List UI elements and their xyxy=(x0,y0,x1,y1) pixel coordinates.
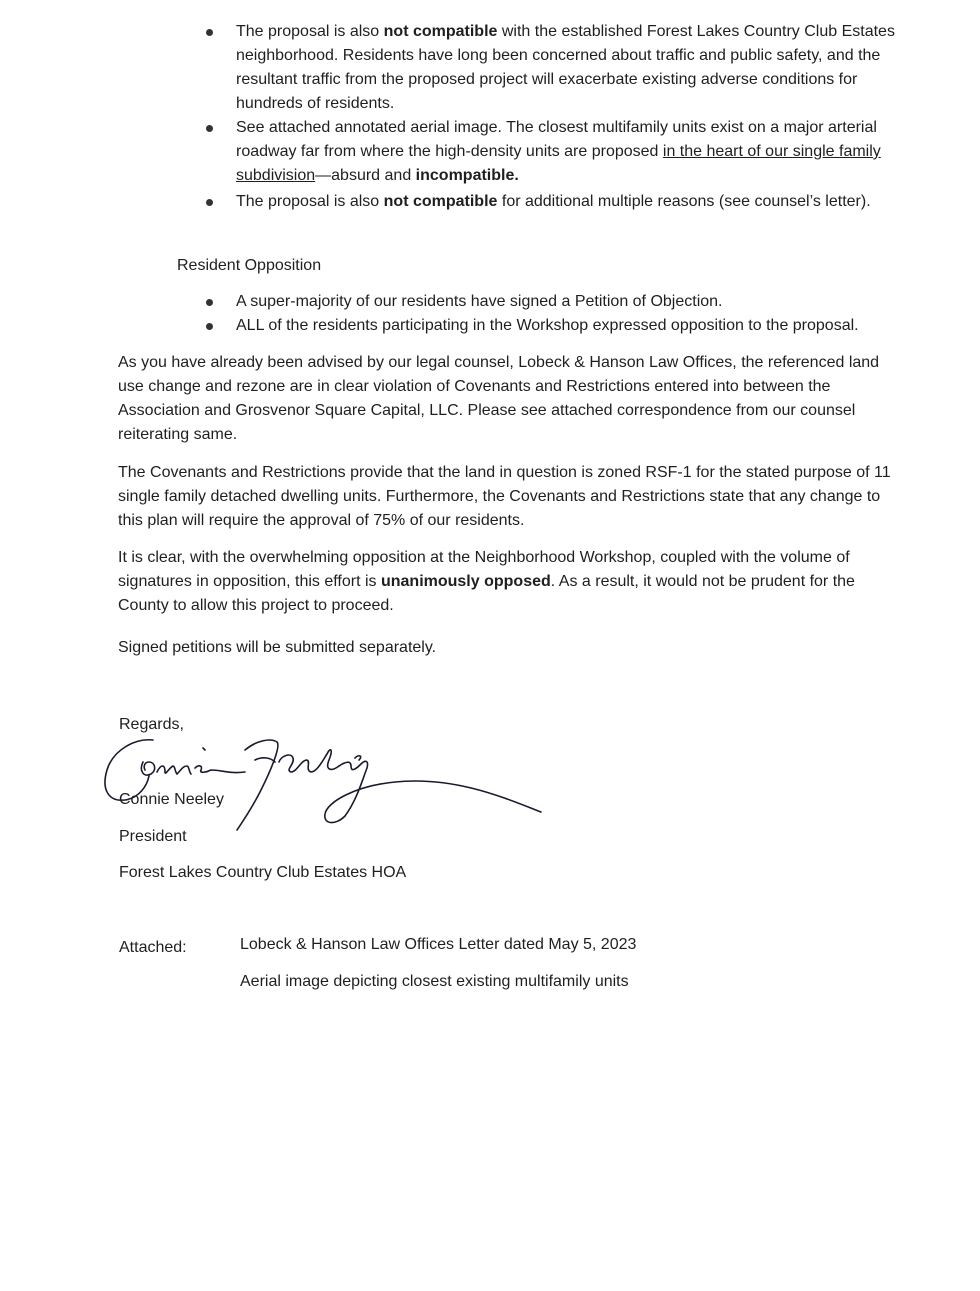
paragraph-legal-counsel: As you have already been advised by our legal counsel, Lobeck & Hanson Law Offices, the referenced land use change and rezone are in clear violation of Covenants and Restrictions entered into between the Association and Grosvenor Square Capital, LLC. Please see attached correspondence from our counsel reiterating same. xyxy=(118,354,880,443)
resident-opposition-heading: Resident Opposition xyxy=(177,257,322,274)
signer-name: Connie Neeley xyxy=(119,791,224,808)
opposition-list xyxy=(236,290,916,338)
handwritten-signature-icon xyxy=(95,720,555,840)
paragraph-emphasis: unanimously opposed xyxy=(380,573,551,590)
bullet-text: ALL of the residents participating in the Workshop expressed opposition to the proposal. xyxy=(236,317,859,334)
bullet-icon xyxy=(206,125,213,132)
paragraph-conclusion xyxy=(118,546,898,618)
bullet-underlined-text: in the heart of our single family subdivision xyxy=(236,143,881,184)
list-item xyxy=(236,290,916,314)
attachments-label: Attached: xyxy=(119,939,187,956)
attachment-item: Aerial image depicting closest existing multifamily units xyxy=(240,973,629,990)
paragraph-text: . As a result, it would not be prudent for the County to allow this project to proceed. xyxy=(118,573,855,614)
list-item xyxy=(236,20,896,116)
paragraph-petitions: Signed petitions will be submitted separately. xyxy=(118,639,437,656)
concerns-list xyxy=(236,20,896,214)
closing-text: Regards, xyxy=(119,716,184,733)
bullet-text: The proposal is also xyxy=(236,23,384,40)
list-item xyxy=(236,314,916,338)
bullet-icon xyxy=(206,323,213,330)
bullet-text: The proposal is also xyxy=(236,193,384,210)
attachment-item: Lobeck & Hanson Law Offices Letter dated May 5, 2023 xyxy=(240,936,637,953)
paragraph-text: It is clear, with the overwhelming opposition at the Neighborhood Workshop, coupled with the volume of signatures in opposition, this effort is xyxy=(118,549,850,590)
bullet-icon xyxy=(206,29,213,36)
signer-title: President xyxy=(119,828,187,845)
bullet-icon xyxy=(206,199,213,206)
paragraph-covenants: The Covenants and Restrictions provide that the land in question is zoned RSF-1 for the stated purpose of 11 single family detached dwelling units. Furthermore, the Covenants and Restrictions state that any change to this plan will require the approval of 75% of our residents. xyxy=(118,464,891,529)
bullet-text: with the established Forest Lakes Country Club Estates neighborhood. Residents have long been concerned about traffic and public safety, and the resultant traffic from the proposed project will exacerbate existing adverse conditions for hundreds of residents. xyxy=(236,23,895,112)
bullet-emphasis: not compatible xyxy=(383,193,498,210)
bullet-text: for additional multiple reasons (see counsel’s letter). xyxy=(497,193,871,210)
list-item xyxy=(236,190,896,214)
bullet-emphasis: not compatible xyxy=(383,23,498,40)
bullet-emphasis: incompatible. xyxy=(415,167,519,184)
list-item xyxy=(236,116,896,190)
bullet-icon xyxy=(206,299,213,306)
bullet-text: —absurd and xyxy=(315,167,416,184)
bullet-text: See attached annotated aerial image. The closest multifamily units exist on a major arterial roadway far from where the high-density units are proposed xyxy=(236,119,877,160)
bullet-text: A super-majority of our residents have signed a Petition of Objection. xyxy=(236,293,723,310)
signer-organization: Forest Lakes Country Club Estates HOA xyxy=(119,864,407,881)
